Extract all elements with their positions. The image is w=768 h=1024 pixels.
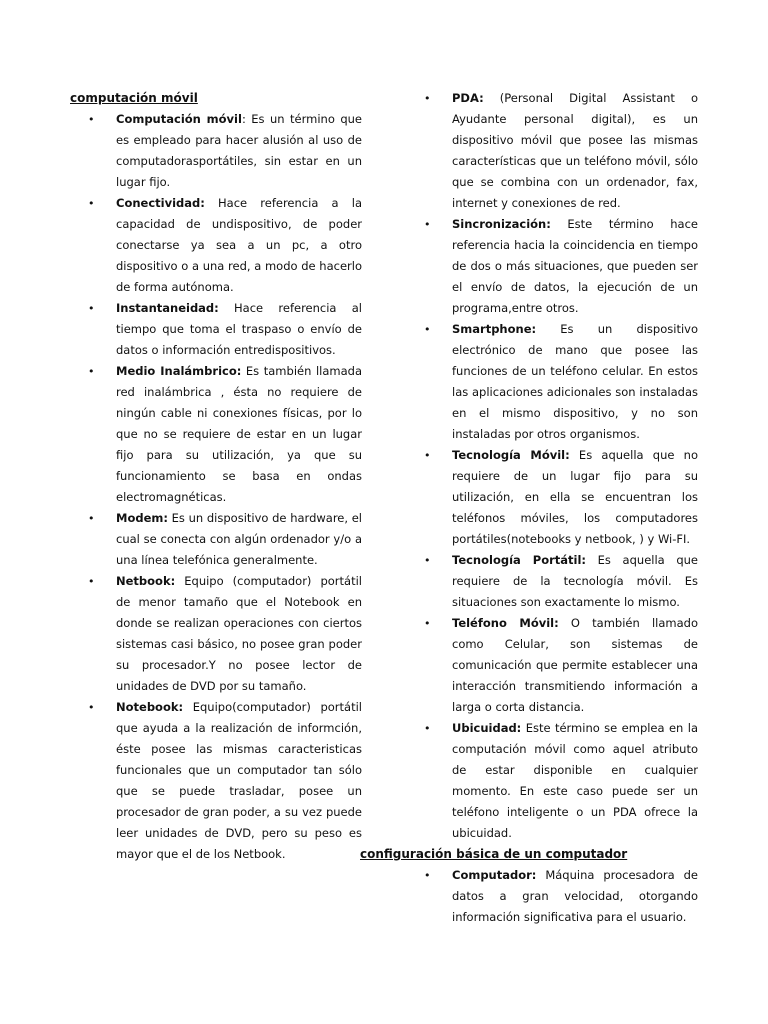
- glossary-term: Sincronización:: [452, 217, 551, 231]
- glossary-definition: Equipo (computador) portátil de menor tamaño que el Notebook en donde se realizan operaciones con ciertos sistemas casi básico, no posee gran poder su procesador.Y no posee lector de unidades de DVD por su tamaño.: [116, 574, 362, 693]
- glossary-definition: Este término se emplea en la computación móvil como aquel atributo de estar disponible en cualquier momento. En este caso puede ser un teléfono inteligente o un PDA ofrece la ubicuidad.: [452, 721, 698, 840]
- bullet-icon: •: [424, 722, 431, 735]
- bullet-icon: •: [424, 554, 431, 567]
- glossary-item: [406, 865, 698, 928]
- glossary-list-left: [70, 109, 362, 865]
- glossary-item: [70, 361, 362, 508]
- bullet-icon: •: [424, 617, 431, 630]
- glossary-term: Computación móvil: [116, 112, 242, 126]
- glossary-term: Tecnología Móvil:: [452, 448, 570, 462]
- glossary-definition: Hace referencia a la capacidad de undispositivo, de poder conectarse ya sea a un pc, a otro dispositivo o a una red, a modo de hacerlo de forma autónoma.: [116, 196, 362, 294]
- bullet-icon: •: [424, 323, 431, 336]
- glossary-term: Instantaneidad:: [116, 301, 219, 315]
- bullet-icon: •: [424, 218, 431, 231]
- glossary-item: [406, 88, 698, 214]
- glossary-list-computador: [406, 865, 698, 928]
- glossary-list-right: [406, 88, 698, 844]
- glossary-definition: : Es un término que es empleado para hacer alusión al uso de computadorasportátiles, sin estar en un lugar fijo.: [116, 112, 363, 189]
- bullet-icon: •: [424, 869, 431, 882]
- left-column: [70, 88, 362, 865]
- glossary-term: Notebook:: [116, 700, 184, 714]
- glossary-definition: Es un dispositivo de hardware, el cual se conecta con algún ordenador y/o a una línea telefónica generalmente.: [116, 511, 362, 567]
- glossary-definition: (Personal Digital Assistant o Ayudante personal digital), es un dispositivo móvil que posee las mismas características que un teléfono móvil, sólo que se combina con un ordenador, fax, internet y conexiones de red.: [452, 91, 698, 210]
- glossary-term: Modem:: [116, 511, 168, 525]
- bullet-icon: •: [424, 92, 431, 105]
- glossary-term: Ubicuidad:: [452, 721, 522, 735]
- glossary-item: [70, 109, 362, 193]
- glossary-term: Netbook:: [116, 574, 176, 588]
- glossary-item: [70, 298, 362, 361]
- bullet-icon: •: [424, 449, 431, 462]
- bullet-icon: •: [88, 302, 95, 315]
- glossary-item: [70, 508, 362, 571]
- section-heading-configuracion-basica: configuración básica de un computador: [360, 847, 628, 861]
- glossary-item: [406, 445, 698, 550]
- glossary-definition: Hace referencia al tiempo que toma el traspaso o envío de datos o información entredispositivos.: [116, 301, 362, 357]
- glossary-definition: Es aquella que no requiere de un lugar fijo para su utilización, en ella se encuentran los teléfonos móviles, los computadores portátiles(notebooks y netbook, ) y Wi-FI.: [452, 448, 699, 546]
- bullet-icon: •: [88, 197, 95, 210]
- glossary-item: [70, 571, 362, 697]
- bullet-icon: •: [88, 701, 95, 714]
- glossary-definition: Es también llamada red inalámbrica , ésta no requiere de ningún cable ni conexiones físicas, por lo que no se requiere de estar en un lugar fijo para su utilización, ya que su funcionamiento se basa en ondas electromagnéticas.: [116, 364, 362, 504]
- bullet-icon: •: [88, 512, 95, 525]
- glossary-definition: Es un dispositivo electrónico de mano que posee las funciones de un teléfono celular. En estos las aplicaciones adicionales son instaladas en el mismo dispositivo, y no son instaladas por otros organismos.: [452, 322, 698, 441]
- glossary-item: [406, 613, 698, 718]
- glossary-definition: Equipo(computador) portátil que ayuda a la realización de informción, éste posee las mismas caracteristicas funcionales que un computador tan sólo que se puede trasladar, posee un procesador de gran poder, a su vez puede leer unidades de DVD, pero su peso es mayor que el de los Netbook.: [116, 700, 362, 861]
- glossary-definition: O también llamado como Celular, son sistemas de comunicación que permite establecer una interacción transmitiendo información a larga o corta distancia.: [452, 616, 698, 714]
- glossary-item: [406, 214, 698, 319]
- glossary-item: [406, 550, 698, 613]
- glossary-term: Tecnología Portátil:: [452, 553, 587, 567]
- glossary-item: [70, 697, 362, 865]
- glossary-definition: Es aquella que requiere de la tecnología móvil. Es situaciones son exactamente lo mismo.: [452, 553, 698, 609]
- glossary-definition: Máquina procesadora de datos a gran velocidad, otorgando información significativa para el usuario.: [452, 868, 698, 924]
- glossary-term: Medio Inalámbrico:: [116, 364, 242, 378]
- bullet-icon: •: [88, 575, 95, 588]
- glossary-item: [406, 319, 698, 445]
- bullet-icon: •: [88, 113, 95, 126]
- glossary-term: Computador:: [452, 868, 537, 882]
- glossary-item: [406, 718, 698, 844]
- glossary-item: [70, 193, 362, 298]
- right-column: [360, 88, 699, 928]
- section-heading-computacion-movil: computación móvil: [70, 91, 198, 105]
- glossary-term: Teléfono Móvil:: [452, 616, 559, 630]
- glossary-term: PDA:: [452, 91, 484, 105]
- glossary-definition: Este término hace referencia hacia la coincidencia en tiempo de dos o más situaciones, que pueden ser el envío de datos, la ejecución de un programa,entre otros.: [452, 217, 698, 315]
- glossary-term: Smartphone:: [452, 322, 537, 336]
- bullet-icon: •: [88, 365, 95, 378]
- glossary-term: Conectividad:: [116, 196, 205, 210]
